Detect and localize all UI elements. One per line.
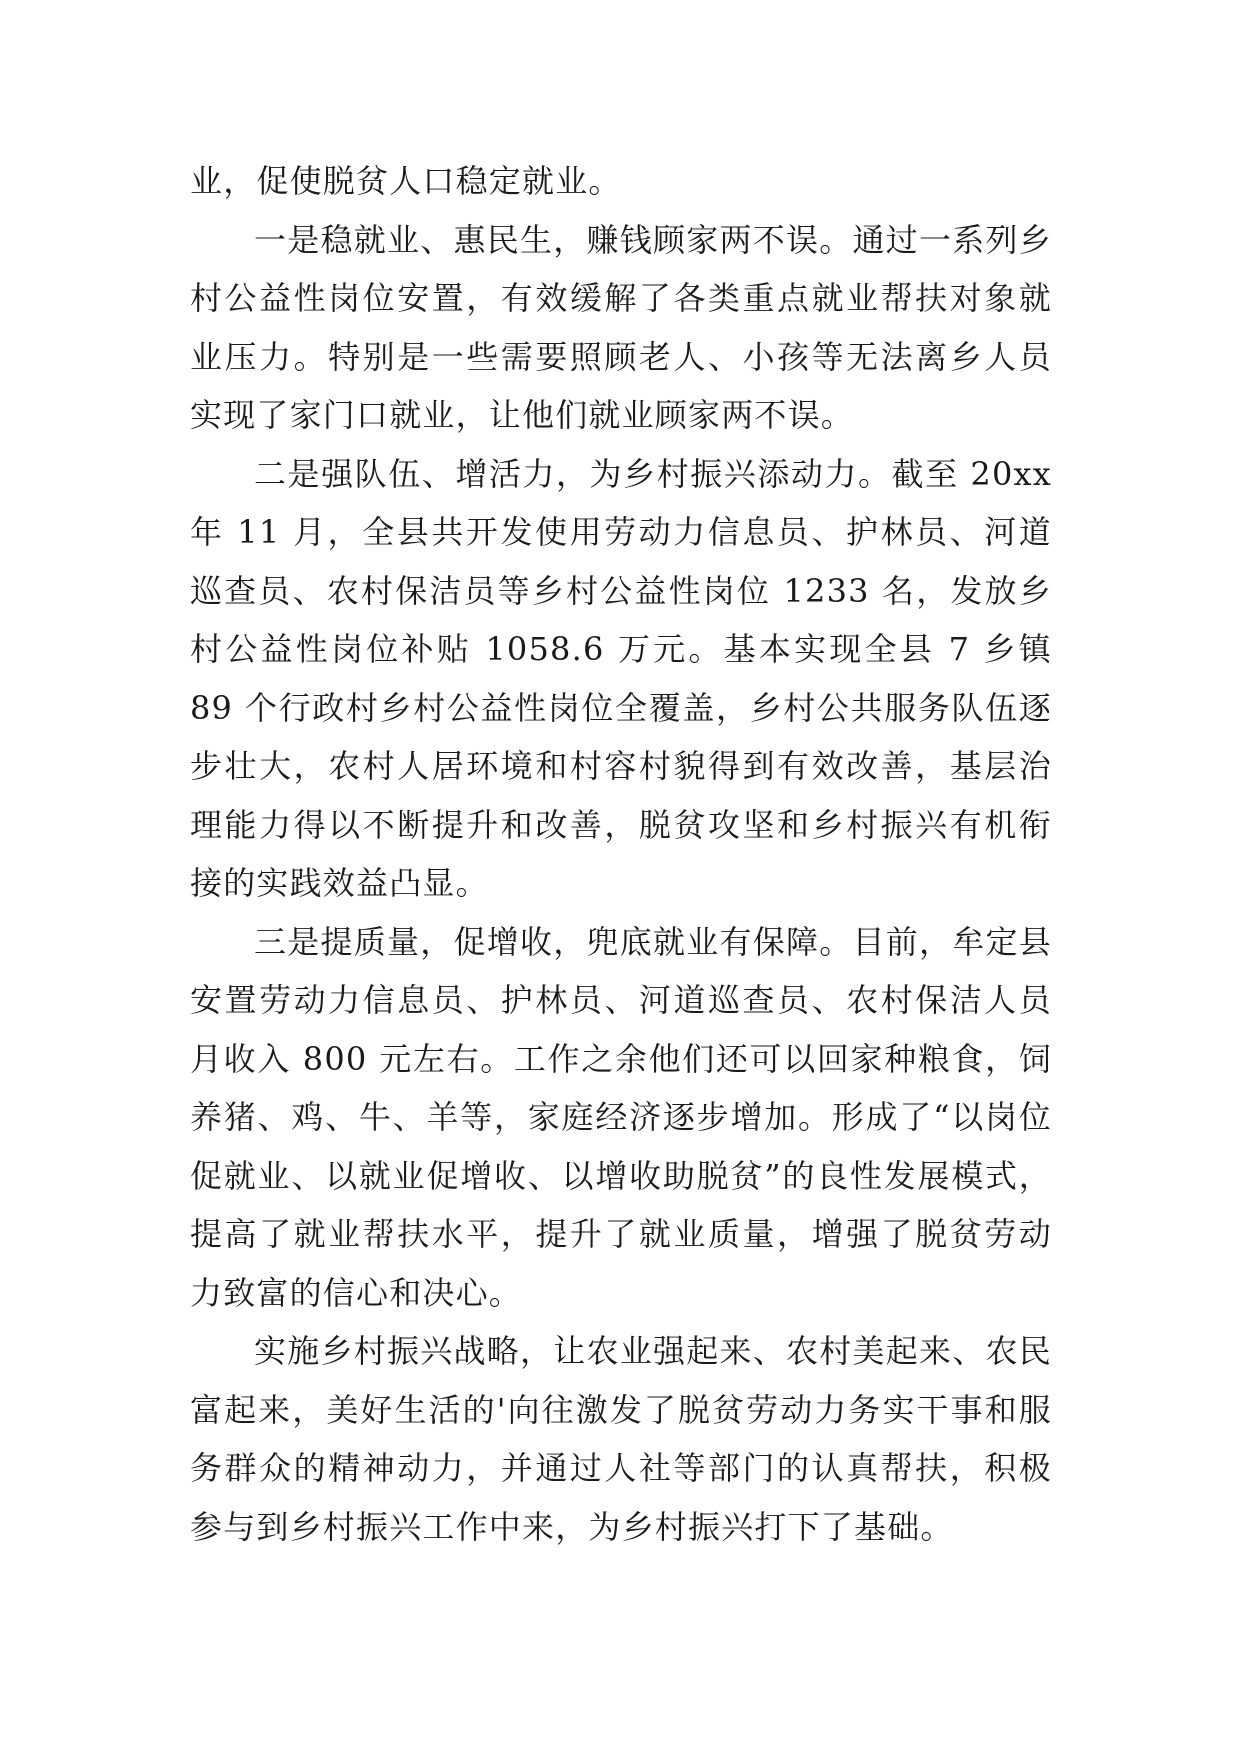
paragraph-continuation: 业，促使脱贫人口稳定就业。 [190,162,622,200]
paragraph-conclusion: 实施乡村振兴战略，让农业强起来、农村美起来、农民富起来，美好生活的'向往激发了脱贫劳动力务实干事和服务群众的精神动力，并通过人社等部门的认真帮扶，积极参与到乡村振兴工作中来，为乡村振兴打下了基础。 [190,1332,1052,1546]
document-body [190,152,1052,1556]
paragraph-stable-employment: 一是稳就业、惠民生，赚钱顾家两不误。通过一系列乡村公益性岗位安置，有效缓解了各类重点就业帮扶对象就业压力。特别是一些需要照顾老人、小孩等无法离乡人员实现了家门口就业，让他们就业顾家两不误。 [190,220,1052,434]
paragraph-strengthen-team: 二是强队伍、增活力，为乡村振兴添动力。截至 20xx 年 11 月，全县共开发使用劳动力信息员、护林员、河道巡查员、农村保洁员等乡村公益性岗位 1233 名，发放乡村公益性岗位补贴 1058.6 万元。基本实现全县 7 乡镇 89 个行政村乡村公益性岗位全覆盖，乡村公共服务队伍逐步壮大，农村人居环境和村容村貌得到有效改善，基层治理能力得以不断提升和改善，脱贫攻坚和乡村振兴有机衔接的实践效益凸显。 [190,454,1052,902]
paragraph-improve-quality: 三是提质量，促增收，兜底就业有保障。目前，牟定县安置劳动力信息员、护林员、河道巡查员、农村保洁人员月收入 800 元左右。工作之余他们还可以回家种粮食，饲养猪、鸡、牛、羊等，家庭经济逐步增加。形成了“以岗位促就业、以就业促增收、以增收助脱贫”的良性发展模式，提高了就业帮扶水平，提升了就业质量，增强了脱贫劳动力致富的信心和决心。 [190,922,1052,1312]
